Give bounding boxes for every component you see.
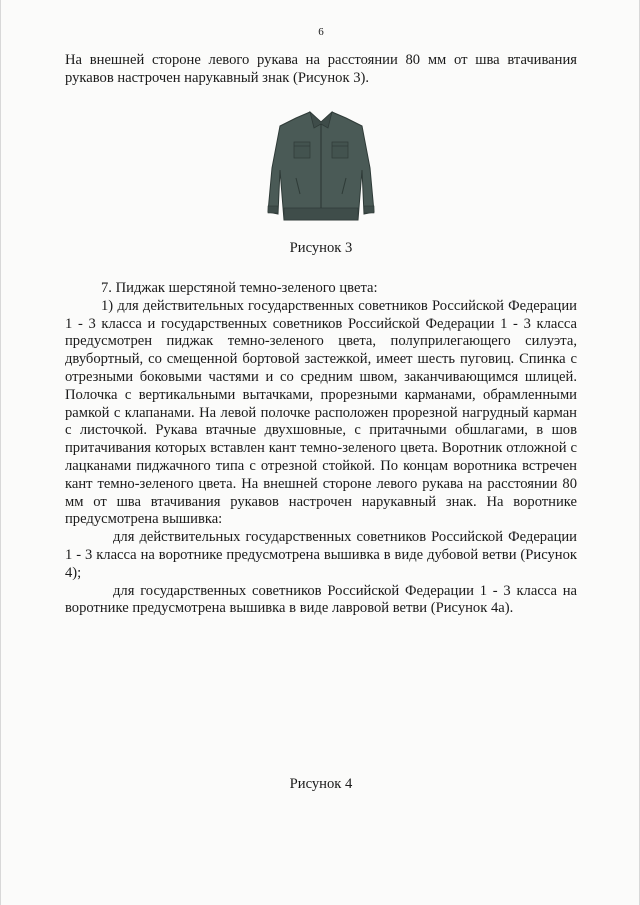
figure-3-caption: Рисунок 3 — [289, 240, 353, 256]
subitem-laurel-branch: для государственных советников Российской Федерации 1 - 3 класса на воротнике предусмотрена вышивка в виде лавровой ветви (Рисунок 4а). — [65, 582, 577, 617]
page-number: 6 — [318, 26, 324, 38]
subitem-oak-branch: для действительных государственных советников Российской Федерации 1 - 3 класса на воротнике предусмотрена вышивка в виде дубовой ветви (Рисунок 4); — [65, 529, 577, 581]
intro-paragraph — [65, 52, 577, 88]
figure-3-jacket — [1, 108, 640, 233]
item-1-paragraph: 1) для действительных государственных советников Российской Федерации 1 - 3 класса и государственных советников Российской Федерации 1 - 3 класса предусмотрен пиджак темно-зеленого цвета, полуприлегающего силуэта, двубортный, со смещенной бортовой застежкой, имеет шесть пуговиц. Спинка с отрезными боковыми частями и со средним швом, заканчивающимся шлицей. Полочка с вертикальными вытачками, прорезными карманами, обрамленными рамкой с клапанами. На левой полочке расположен прорезной нагрудный карман с листочкой. Рукава втачные двухшовные, с притачными обшлагами, в шов притачивания которых вставлен кант темно-зеленого цвета. Воротник отложной с лацканами пиджачного типа с отрезной стойкой. По концам воротника встречен кант темно-зеленого цвета. На внешней стороне левого рукава на расстоянии 80 мм от шва втачивания рукавов настрочен нарукавный знак. На воротнике предусмотрена вышивка: — [65, 297, 577, 528]
intro-text: На внешней стороне левого рукава на расстоянии 80 мм от шва втачивания рукавов настрочен нарукавный знак (Рисунок 3). — [65, 52, 577, 86]
jacket-illustration — [266, 108, 376, 233]
section-heading: 7. Пиджак шерстяной темно-зеленого цвета: — [101, 280, 378, 296]
figure-4-caption: Рисунок 4 — [289, 776, 353, 792]
section-7 — [65, 280, 577, 618]
